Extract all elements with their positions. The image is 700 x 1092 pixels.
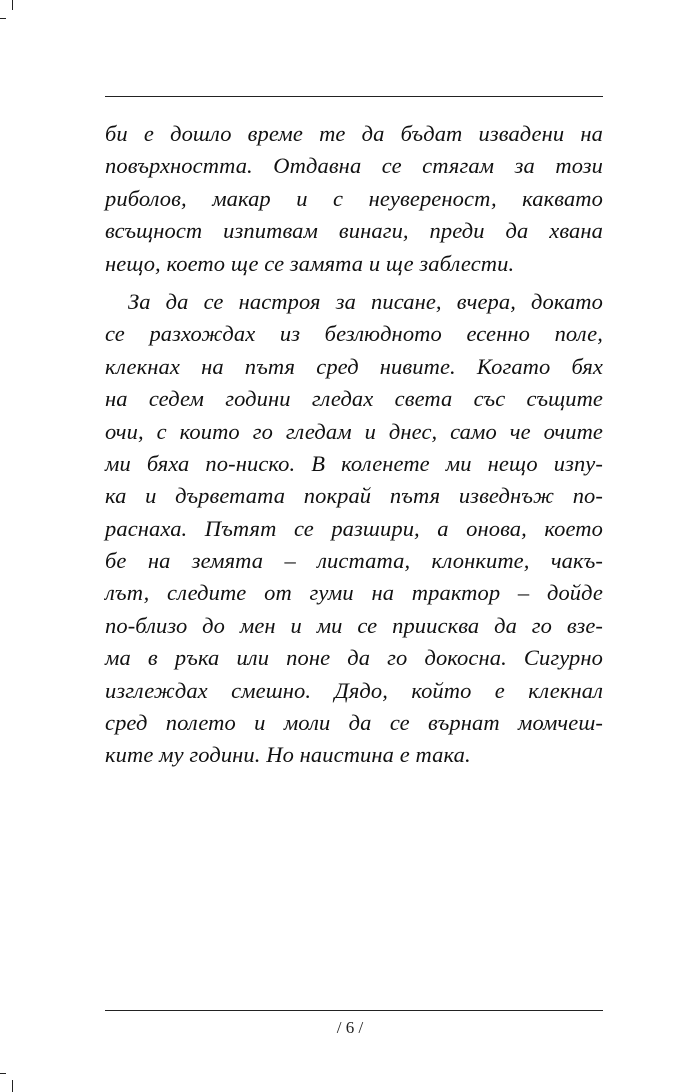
text-line: ка и дърветата покрай пътя изведнъж по- [105, 483, 603, 509]
text-line: риболов, макар и с неувереност, каквато [105, 185, 603, 211]
text-line: лът, следите от гуми на трактор – дойде [105, 580, 603, 606]
page-number: / 6 / [336, 1018, 364, 1037]
text-line: сред полето и моли да се върнат момчеш- [105, 710, 603, 736]
text-line: За да се настроя за писане, вчера, докато [128, 288, 603, 314]
text-line: всъщност изпитвам винаги, преди да хвана [105, 218, 603, 244]
text-line: би е дошло време те да бъдат извадени на [105, 121, 603, 146]
text-line: по-близо до мен и ми се приисква да го взе- [105, 612, 603, 638]
text-line: ките му години. Но наистина е така. [105, 742, 471, 768]
text-line: ми бяха по-ниско. В коленете ми нещо изпу- [105, 450, 603, 476]
text-line: клекнах на пътя сред нивите. Когато бях [105, 353, 603, 379]
crop-mark-bottom-left-horizontal [0, 1073, 6, 1074]
text-line: ма в ръка или поне да го докосна. Сигурно [105, 645, 603, 671]
paragraph-2 [105, 286, 603, 772]
footer-rule [105, 1010, 603, 1011]
header-rule [105, 96, 603, 97]
crop-mark-bottom-left-vertical [12, 1080, 13, 1092]
paragraph-1 [105, 118, 603, 280]
body-text [105, 118, 603, 772]
text-line: раснаха. Пътят се разшири, а онова, което [105, 515, 603, 541]
text-line: очи, с които го гледам и днес, само че очите [105, 418, 603, 444]
crop-mark-top-left-vertical [12, 0, 13, 10]
text-line: повърхността. Отдавна се стягам за този [105, 153, 603, 179]
text-line: нещо, което ще се замята и ще заблести. [105, 250, 515, 276]
crop-mark-top-left-horizontal [0, 18, 6, 19]
text-line: на седем години гледах света със същите [105, 386, 603, 412]
text-line: изглеждах смешно. Дядо, който е клекнал [105, 677, 603, 703]
text-line: бе на земята – листата, клонките, чакъ- [105, 548, 603, 574]
text-line: се разхождах из безлюдното есенно поле, [105, 321, 603, 347]
